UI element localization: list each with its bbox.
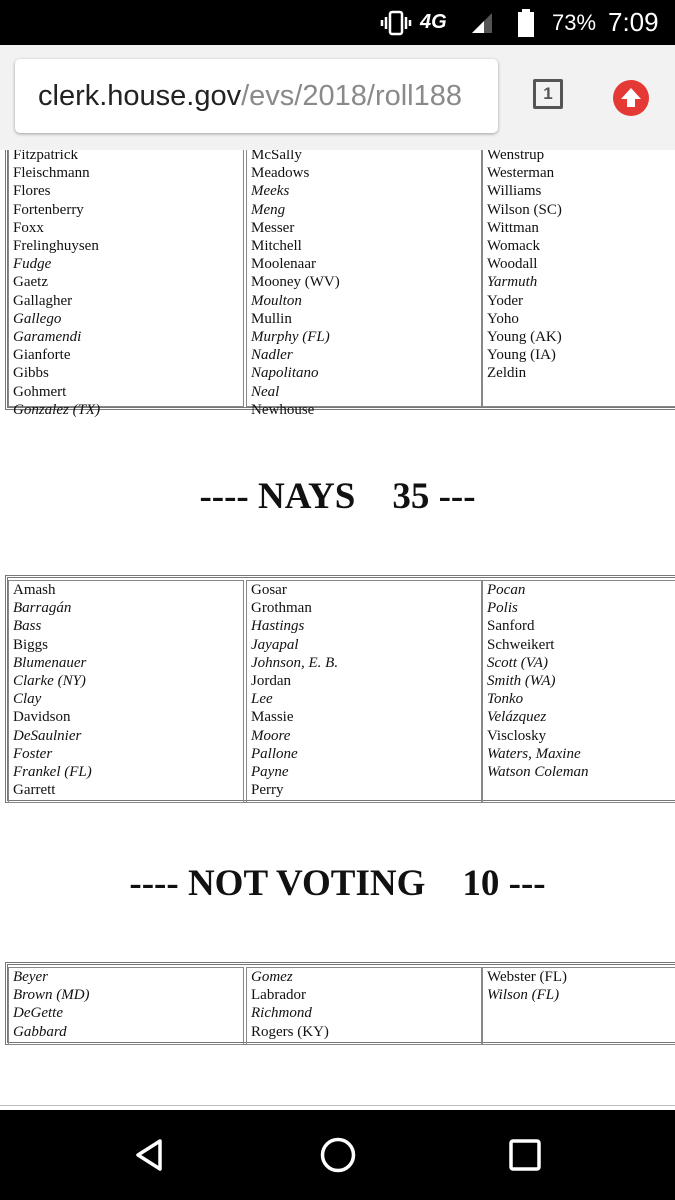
member-name: Biggs xyxy=(13,636,49,653)
yeas-column-2 xyxy=(246,150,482,418)
member-name: Wilson (FL) xyxy=(487,987,560,1004)
member-name: Zeldin xyxy=(487,365,527,382)
member-name: Fudge xyxy=(13,256,52,273)
nays-heading: ---- NAYS 35 --- xyxy=(199,476,476,517)
member-name: Murphy (FL) xyxy=(251,329,330,346)
member-name: Webster (FL) xyxy=(487,969,568,985)
member-name: Richmond xyxy=(251,1005,312,1022)
member-name: Meeks xyxy=(251,183,290,200)
status-bar xyxy=(0,0,675,45)
member-name: Johnson, E. B. xyxy=(251,654,339,671)
member-name: Yoho xyxy=(487,310,519,327)
page-divider xyxy=(0,1105,675,1106)
page-content xyxy=(0,150,675,1110)
member-name: Garamendi xyxy=(13,329,82,346)
member-name: Watson Coleman xyxy=(487,764,589,781)
member-name: Tonko xyxy=(487,691,524,708)
member-name: Fitzpatrick xyxy=(13,150,78,163)
member-name: Gabbard xyxy=(13,1023,67,1040)
member-name: Perry xyxy=(251,782,284,799)
member-name: Foster xyxy=(13,745,53,762)
address-bar[interactable] xyxy=(15,59,498,133)
vibrate-icon xyxy=(380,0,412,45)
member-name: Nadler xyxy=(251,347,293,364)
member-name: Newhouse xyxy=(251,401,315,418)
member-name: Pocan xyxy=(487,582,526,598)
member-name: Gomez xyxy=(251,969,293,985)
member-name: Davidson xyxy=(13,709,71,726)
member-name: Gianforte xyxy=(13,347,71,364)
navigation-bar xyxy=(0,1110,675,1200)
member-name: Velázquez xyxy=(487,709,547,726)
member-name: Polis xyxy=(487,600,518,617)
battery-icon xyxy=(517,0,535,45)
member-name: Yoder xyxy=(487,292,523,309)
member-name: Moolenaar xyxy=(251,256,316,273)
member-name: Foxx xyxy=(13,219,44,236)
member-name: Mooney (WV) xyxy=(251,274,340,291)
member-name: Gosar xyxy=(251,582,287,598)
member-name: Yarmuth xyxy=(487,274,538,291)
member-name: Hastings xyxy=(251,618,305,635)
nays-column-1 xyxy=(8,580,244,803)
member-name: Visclosky xyxy=(487,727,547,744)
member-name: Labrador xyxy=(251,987,306,1004)
member-name: Meadows xyxy=(251,165,310,182)
member-name: Frankel (FL) xyxy=(13,764,92,781)
member-name: Payne xyxy=(251,764,289,781)
battery-percent: 73% xyxy=(552,9,597,35)
not-voting-column-3 xyxy=(482,967,675,1045)
member-name: Jordan xyxy=(251,673,291,690)
member-name: Williams xyxy=(487,183,542,200)
browser-toolbar xyxy=(0,45,675,150)
member-name: Garrett xyxy=(13,782,56,799)
nays-table xyxy=(5,575,675,803)
not-voting-table xyxy=(5,962,675,1045)
member-name: Womack xyxy=(487,238,540,255)
member-name: Beyer xyxy=(13,969,48,985)
back-icon[interactable] xyxy=(130,1135,170,1175)
home-icon[interactable] xyxy=(318,1135,358,1175)
member-name: Gallego xyxy=(13,310,62,327)
member-name: Fortenberry xyxy=(13,201,84,218)
member-name: Gallagher xyxy=(13,292,73,309)
member-name: Meng xyxy=(251,201,286,218)
nays-column-3 xyxy=(482,580,675,803)
upload-icon[interactable] xyxy=(613,80,649,116)
member-name: Wenstrup xyxy=(487,150,545,163)
yeas-table xyxy=(5,150,675,418)
member-name: Schweikert xyxy=(487,636,555,653)
member-name: Fleischmann xyxy=(13,165,90,182)
member-name: McSally xyxy=(251,150,302,163)
member-name: Flores xyxy=(13,183,51,200)
member-name: Napolitano xyxy=(251,365,319,382)
member-name: Bass xyxy=(13,618,42,635)
member-name: Mitchell xyxy=(251,238,302,255)
member-name: Young (IA) xyxy=(487,347,556,364)
member-name: Westerman xyxy=(487,165,555,182)
member-name: DeGette xyxy=(13,1005,63,1022)
member-name: Smith (WA) xyxy=(487,673,556,690)
signal-icon xyxy=(470,0,494,45)
yeas-column-3 xyxy=(482,150,675,407)
member-name: Clay xyxy=(13,691,42,708)
member-name: Wilson (SC) xyxy=(487,201,562,218)
member-name: Gaetz xyxy=(13,274,48,291)
not-voting-heading: ---- NOT VOTING 10 --- xyxy=(129,863,546,904)
member-name: Frelinghuysen xyxy=(13,238,99,255)
member-name: DeSaulnier xyxy=(13,727,82,744)
member-name: Barragán xyxy=(13,600,72,617)
member-name: Woodall xyxy=(487,256,538,273)
member-name: Amash xyxy=(13,582,56,598)
member-name: Moulton xyxy=(251,292,302,309)
url-host: clerk.house.gov xyxy=(38,80,242,112)
member-name: Gibbs xyxy=(13,365,49,382)
recents-icon[interactable] xyxy=(505,1135,545,1175)
member-name: Clarke (NY) xyxy=(13,673,86,690)
url-text xyxy=(38,59,462,133)
tabs-icon[interactable]: 1 xyxy=(533,79,563,109)
member-name: Wittman xyxy=(487,219,539,236)
member-name: Neal xyxy=(251,383,280,400)
member-name: Brown (MD) xyxy=(13,987,90,1004)
member-name: Gonzalez (TX) xyxy=(13,401,101,418)
member-name: Gohmert xyxy=(13,383,67,400)
member-name: Grothman xyxy=(251,600,312,617)
member-name: Lee xyxy=(251,691,273,708)
network-type: 4G xyxy=(420,11,447,33)
member-name: Pallone xyxy=(251,745,298,762)
member-name: Scott (VA) xyxy=(487,654,548,671)
member-name: Rogers (KY) xyxy=(251,1023,329,1040)
member-name: Messer xyxy=(251,219,295,236)
clock: 7:09 xyxy=(608,7,659,37)
not-voting-column-1 xyxy=(8,967,244,1045)
not-voting-column-2 xyxy=(246,967,482,1045)
member-name: Young (AK) xyxy=(487,329,562,346)
member-name: Blumenauer xyxy=(13,654,87,671)
member-name: Moore xyxy=(251,727,291,744)
member-name: Massie xyxy=(251,709,294,726)
member-name: Mullin xyxy=(251,310,292,327)
member-name: Sanford xyxy=(487,618,535,635)
url-path: /evs/2018/roll188 xyxy=(241,80,462,112)
member-name: Waters, Maxine xyxy=(487,745,581,762)
nays-column-2 xyxy=(246,580,482,803)
yeas-column-1 xyxy=(8,150,244,418)
member-name: Jayapal xyxy=(251,636,299,653)
